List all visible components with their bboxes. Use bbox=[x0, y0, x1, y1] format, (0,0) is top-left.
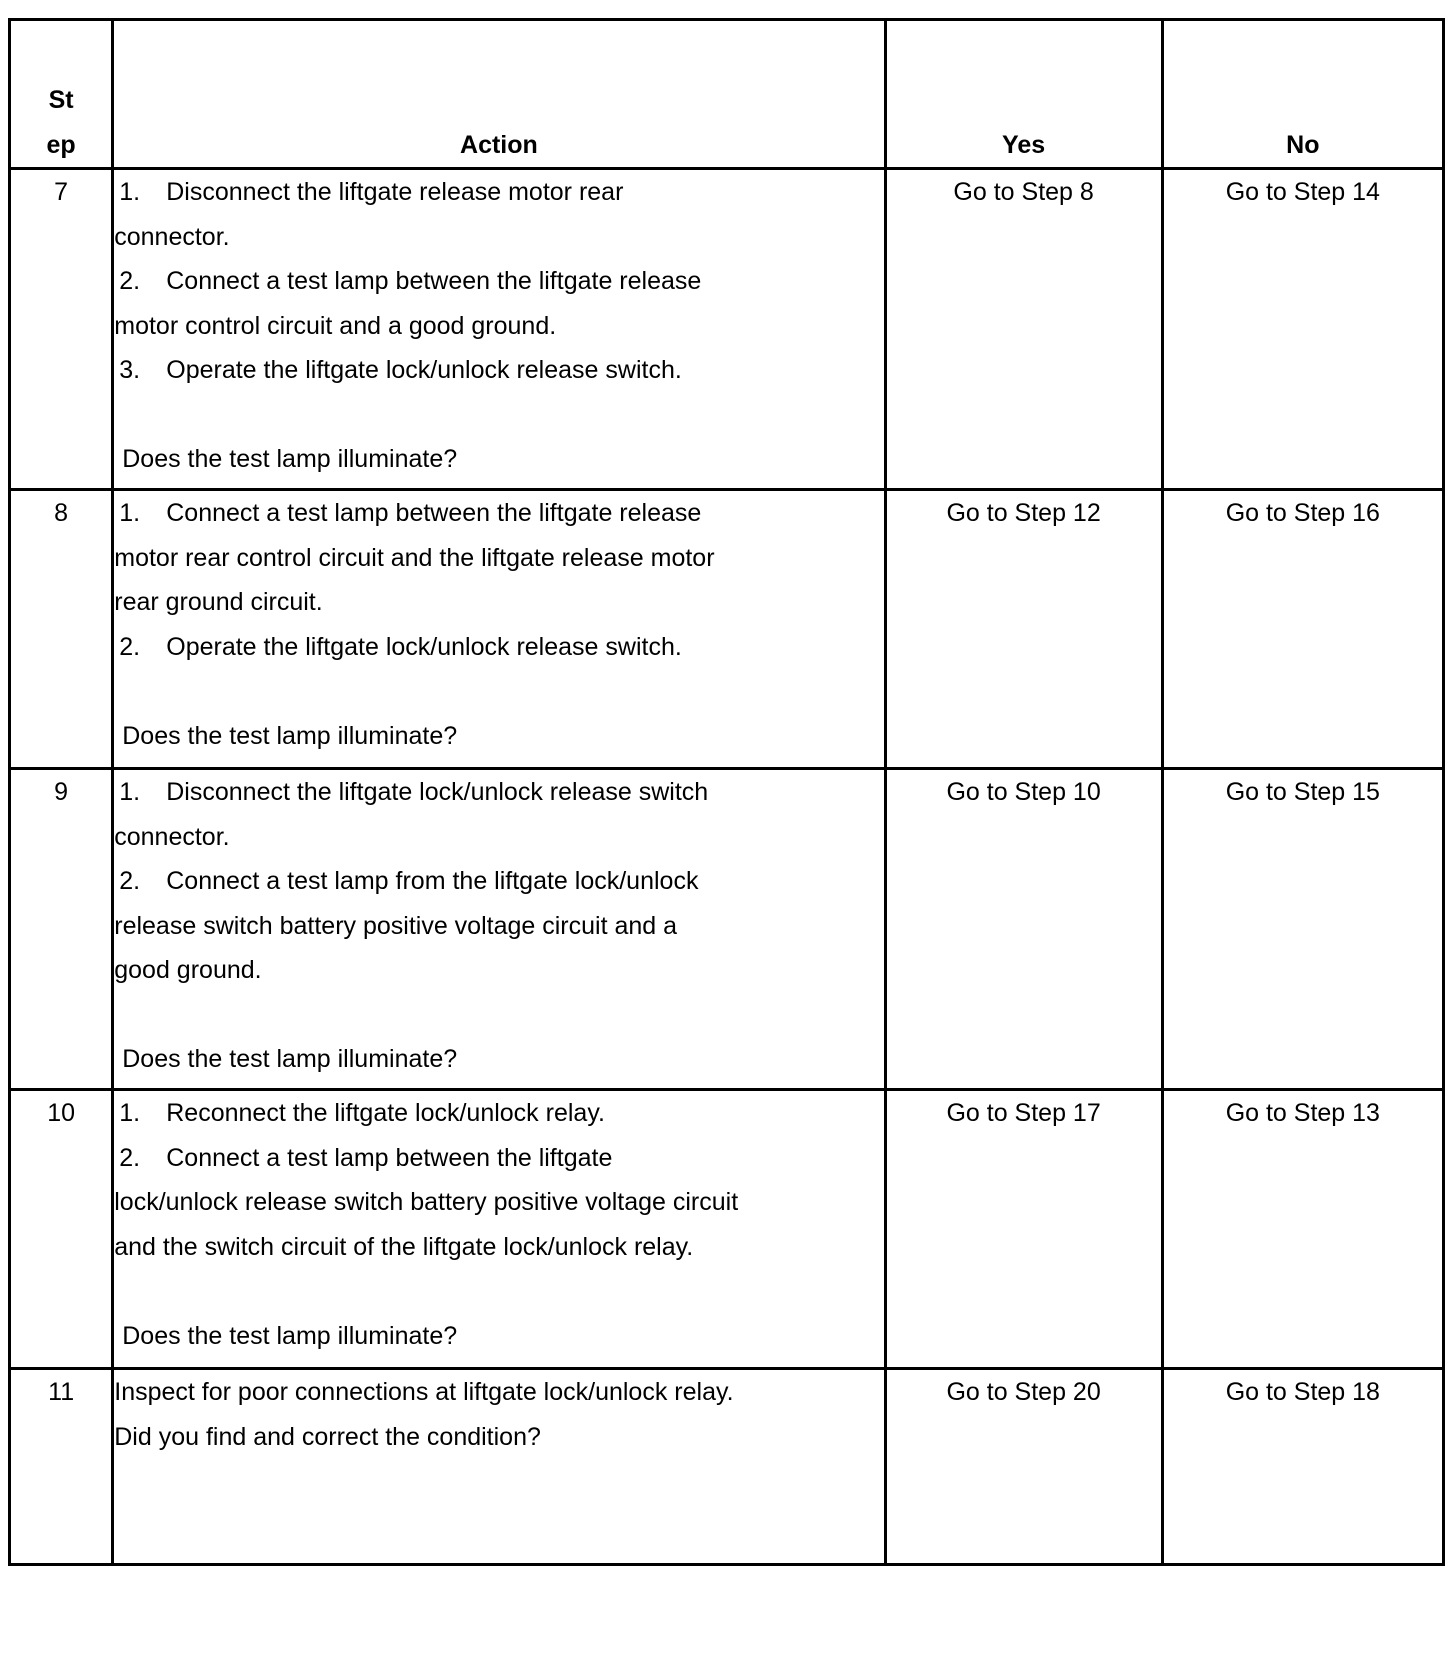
action-line-number: 2. bbox=[119, 867, 141, 895]
action-question: Does the test lamp illuminate? bbox=[122, 1321, 458, 1350]
action-cell bbox=[113, 1090, 885, 1369]
action-line-text: Connect a test lamp from the liftgate lock/unlock bbox=[166, 867, 699, 895]
action-line-text: connector. bbox=[114, 822, 230, 851]
action-line bbox=[114, 1225, 883, 1270]
action-line bbox=[114, 1180, 883, 1225]
header-action: Action bbox=[113, 20, 885, 169]
action-line-text: release switch battery positive voltage circuit and a bbox=[114, 911, 678, 940]
table-row bbox=[10, 1369, 1444, 1565]
action-line-number: 1. bbox=[119, 778, 141, 806]
action-line-number: 1. bbox=[119, 1099, 141, 1127]
action-line-number: 1. bbox=[119, 178, 141, 206]
action-line-text: Connect a test lamp between the liftgate bbox=[166, 1143, 613, 1172]
action-line-number: 2. bbox=[119, 1143, 141, 1172]
action-line bbox=[114, 304, 883, 349]
action-cell bbox=[113, 490, 885, 769]
action-line-number: 3. bbox=[119, 356, 141, 384]
action-line-text: motor control circuit and a good ground. bbox=[114, 311, 557, 340]
action-line-text: Connect a test lamp between the liftgate release bbox=[166, 267, 702, 295]
action-line bbox=[114, 770, 883, 815]
no-result: Go to Step 16 bbox=[1162, 490, 1443, 769]
header-row bbox=[10, 20, 1444, 169]
action-line-text: Disconnect the liftgate lock/unlock release switch bbox=[166, 778, 709, 806]
action-line bbox=[114, 904, 883, 949]
yes-result: Go to Step 12 bbox=[885, 490, 1162, 769]
action-line-text: lock/unlock release switch battery positive voltage circuit bbox=[114, 1188, 739, 1216]
header-no: No bbox=[1162, 20, 1443, 169]
header-step-line2: ep bbox=[46, 130, 76, 159]
table-row bbox=[10, 769, 1444, 1090]
step-number: 7 bbox=[10, 169, 113, 490]
diagnostic-table bbox=[8, 18, 1445, 1566]
action-line-text: Connect a test lamp between the liftgate release bbox=[166, 499, 702, 527]
action-line bbox=[114, 948, 883, 993]
action-question: Does the test lamp illuminate? bbox=[122, 445, 458, 473]
action-line bbox=[114, 215, 883, 260]
spacer bbox=[114, 669, 883, 714]
yes-result: Go to Step 20 bbox=[885, 1369, 1162, 1565]
action-line-text: and the switch circuit of the liftgate lock/unlock relay. bbox=[114, 1232, 694, 1261]
action-cell bbox=[113, 769, 885, 1090]
action-line bbox=[114, 536, 883, 581]
action-line-text: motor rear control circuit and the liftgate release motor bbox=[114, 543, 715, 572]
step-number: 9 bbox=[10, 769, 113, 1090]
action-cell bbox=[113, 169, 885, 490]
spacer bbox=[114, 393, 883, 438]
action-line-text: Inspect for poor connections at liftgate lock/unlock relay. bbox=[114, 1378, 734, 1406]
table-row bbox=[10, 169, 1444, 490]
action-line bbox=[114, 348, 883, 393]
action-line bbox=[114, 491, 883, 536]
table-row bbox=[10, 1090, 1444, 1369]
action-line bbox=[114, 170, 883, 215]
action-line bbox=[114, 580, 883, 625]
action-line bbox=[114, 625, 883, 670]
header-step bbox=[10, 20, 113, 169]
action-line-text: good ground. bbox=[114, 956, 262, 984]
no-result: Go to Step 14 bbox=[1162, 169, 1443, 490]
no-result: Go to Step 13 bbox=[1162, 1090, 1443, 1369]
action-line-text: Disconnect the liftgate release motor rear bbox=[166, 178, 624, 206]
yes-result: Go to Step 10 bbox=[885, 769, 1162, 1090]
no-result: Go to Step 18 bbox=[1162, 1369, 1443, 1565]
table-row bbox=[10, 490, 1444, 769]
header-yes: Yes bbox=[885, 20, 1162, 169]
action-line-text: Operate the liftgate lock/unlock release switch. bbox=[166, 632, 682, 661]
step-number: 8 bbox=[10, 490, 113, 769]
step-number: 10 bbox=[10, 1090, 113, 1369]
action-line-number: 2. bbox=[119, 267, 141, 295]
action-cell bbox=[113, 1369, 885, 1565]
action-line bbox=[114, 1415, 883, 1460]
action-line-number: 2. bbox=[119, 632, 141, 661]
action-line bbox=[114, 259, 883, 304]
no-result: Go to Step 15 bbox=[1162, 769, 1443, 1090]
spacer bbox=[114, 1269, 883, 1314]
step-number: 11 bbox=[10, 1369, 113, 1565]
action-line bbox=[114, 1091, 883, 1136]
action-line bbox=[114, 859, 883, 904]
action-line-number: 1. bbox=[119, 499, 141, 527]
action-line-text: Operate the liftgate lock/unlock release switch. bbox=[166, 356, 682, 384]
yes-result: Go to Step 8 bbox=[885, 169, 1162, 490]
spacer bbox=[114, 993, 883, 1038]
action-line-text: connector. bbox=[114, 222, 230, 251]
yes-result: Go to Step 17 bbox=[885, 1090, 1162, 1369]
header-step-line1: St bbox=[48, 86, 74, 114]
action-line-text: rear ground circuit. bbox=[114, 588, 323, 616]
action-line bbox=[114, 1136, 883, 1181]
action-question: Does the test lamp illuminate? bbox=[122, 721, 458, 750]
action-question: Does the test lamp illuminate? bbox=[122, 1045, 458, 1073]
action-line bbox=[114, 815, 883, 860]
action-line-text: Reconnect the liftgate lock/unlock relay. bbox=[166, 1099, 605, 1127]
action-line-text: Did you find and correct the condition? bbox=[114, 1422, 541, 1451]
action-line bbox=[114, 1370, 883, 1415]
